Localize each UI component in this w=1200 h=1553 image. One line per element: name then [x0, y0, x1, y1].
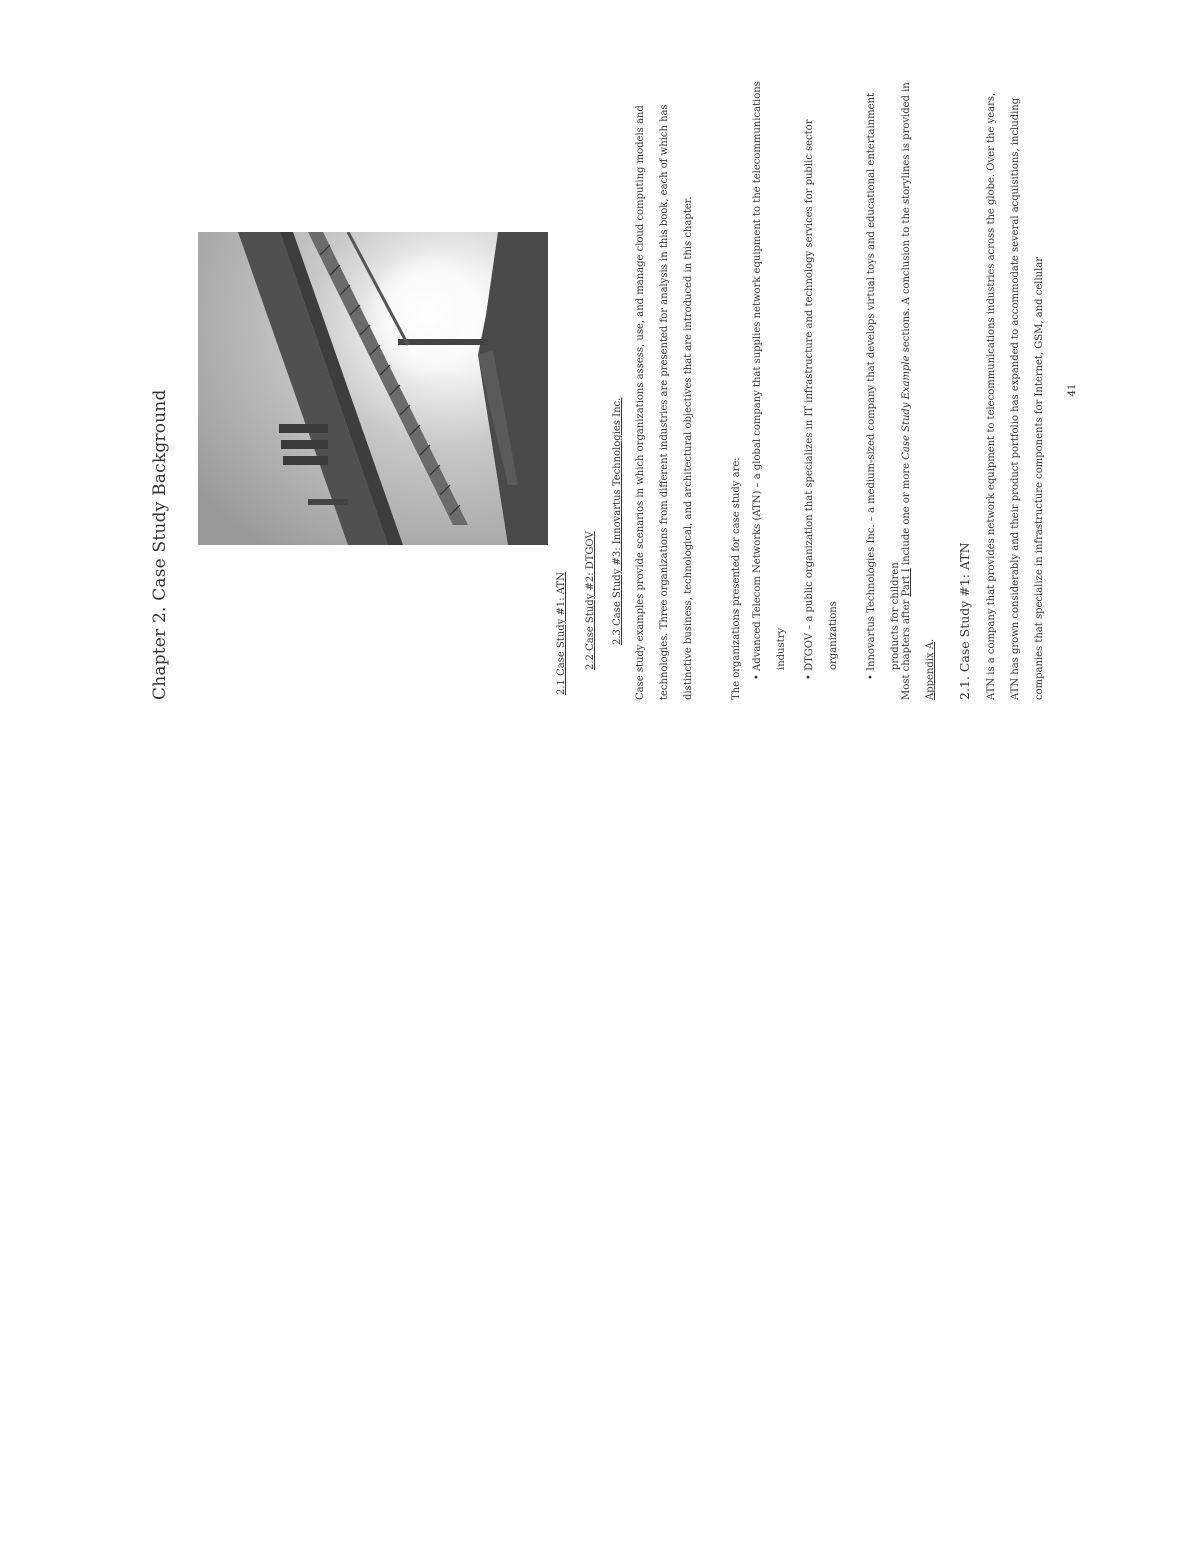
atn-paragraph: ATN is a company that provides network equipment to telecommunications industries across the globe. Over the years, ATN has grown considerably and their product portfolio has expanded to accommodate several acquisitions, including companies that specialize in infrastructure components for Internet, GSM, and cellular	[986, 92, 1045, 700]
toc-link-case-study-1[interactable]: 2.1 Case Study #1: ATN	[556, 572, 567, 695]
section-heading: 2.1. Case Study #1: ATN	[957, 542, 972, 700]
chapter-title: Chapter 2. Case Study Background	[150, 389, 170, 700]
list-item: • Advanced Telecom Networks (ATN) – a global company that supplies network equipment to the telecommunications industry	[752, 81, 787, 680]
appendix-a-link[interactable]: Appendix A	[925, 641, 936, 700]
list-item: • Innovartus Technologies Inc. – a medium-sized company that develops virtual toys and educational entertainment products for children	[866, 93, 901, 680]
organizations-list	[746, 80, 910, 680]
part-i-link[interactable]: Part I	[901, 568, 912, 597]
rotated-page-content	[130, 0, 1130, 700]
page-number: 41	[1067, 383, 1078, 397]
bridge-silhouette-photo	[198, 232, 548, 545]
note-text: .	[925, 638, 936, 642]
toc-link-case-study-2[interactable]: 2.2 Case Study #2: DTGOV	[585, 531, 596, 670]
list-item: • DTGOV – a public organization that specializes in IT infrastructure and technology services for public sector organizations	[804, 119, 839, 680]
note-text: include one or more	[901, 459, 912, 569]
toc-link-case-study-3[interactable]: 2.3 Case Study #3: Innovartus Technologies Inc.	[612, 397, 623, 645]
organizations-lead: The organizations presented for case study are:	[731, 457, 742, 700]
intro-paragraph: Case study examples provide scenarios in which organizations assess, use, and manage cloud computing models and technologies. Three organizations from different industries are presented for analysis in this book, each of which has distinctive business, technological, and architectural objectives that are introduced in this chapter.	[635, 104, 694, 700]
chapters-note-paragraph	[895, 75, 943, 700]
note-emphasis: Case Study Example	[901, 355, 912, 460]
note-text: sections. A conclusion to the storylines is provided in	[901, 82, 912, 356]
chapter-photo	[198, 232, 548, 545]
note-text: Most chapters after	[901, 596, 912, 700]
